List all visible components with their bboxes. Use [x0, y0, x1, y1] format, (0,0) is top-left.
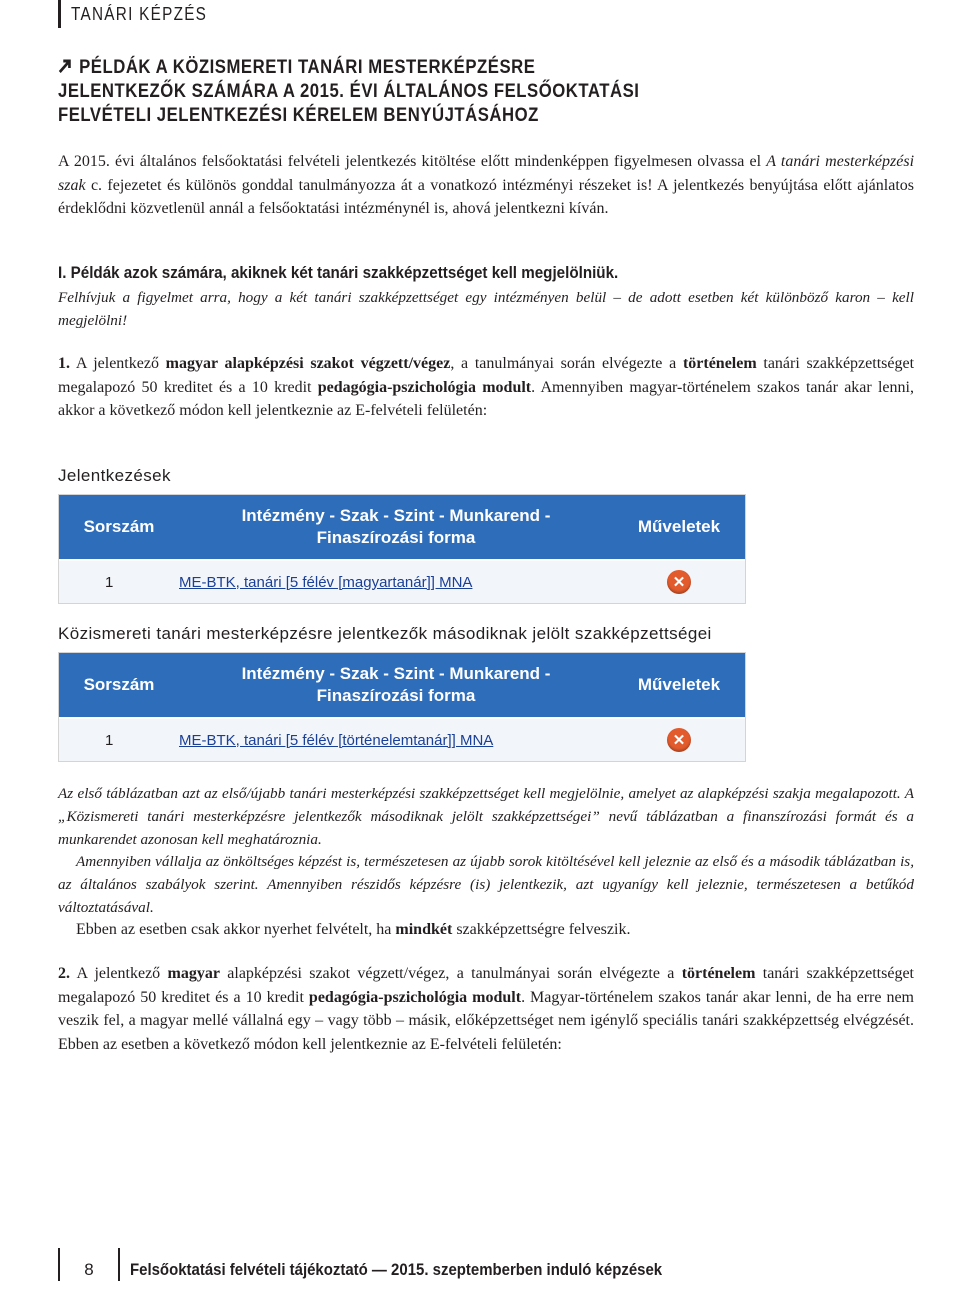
ex1-number: 1. [58, 355, 70, 372]
footer-text: Felsőoktatási felvételi tájékoztató — 2015. szeptemberben induló képzések [130, 1260, 663, 1279]
ex2-b1: magyar [167, 965, 220, 982]
ex1-b2: történelem [682, 355, 757, 372]
col-program-line1: Intézmény - Szak - Szint - Munkarend - [241, 506, 551, 525]
example-1 [58, 352, 914, 423]
ex2-number: 2. [58, 965, 70, 982]
table-row [59, 719, 745, 761]
row-actions [613, 570, 745, 594]
ex1-t3: tanári szakképzettséget megalapozó 50 kreditet és a 10 kredit [58, 355, 915, 396]
col-actions-header: Műveletek [637, 675, 721, 694]
row-program-link[interactable]: ME-BTK, tanári [5 félév [magyartanár]] MNA [179, 573, 473, 591]
table2-label: Közismereti tanári mesterképzésre jelentkezők másodiknak jelölt szakképzettségei [58, 624, 712, 643]
col-program-line2: Finaszírozási forma [316, 686, 476, 705]
col-program-line1: Intézmény - Szak - Szint - Munkarend - [241, 664, 551, 683]
table-header [59, 495, 745, 561]
page-footer [58, 1248, 938, 1281]
second-choice-table [58, 652, 746, 762]
ex2-t3: tanári szakképzettséget megalapozó 50 kreditet és a 10 kredit [58, 965, 914, 1006]
after-paragraph-2: Amennyiben vállalja az önköltséges képzést is, természetesen az újabb sorok kitöltésével kell jeleznie az első és a második táblázatban is, az általános szabályok szerint. Amennyiben részidős képzésre (is) jelentkezik, azt ugyanígy kell jeleznie, természetesen a betűkód változtatásával. [58, 853, 914, 916]
col-actions-header: Műveletek [637, 517, 721, 536]
page-title [58, 56, 815, 128]
ex2-t1: A jelentkező [70, 965, 168, 982]
page-number: 8 [58, 1248, 120, 1281]
section-header [58, 0, 231, 28]
intro-italic: A tanári mesterképzési szak [58, 153, 915, 194]
arrow-icon [58, 56, 74, 80]
part1-heading: I. Példák azok számára, akiknek két tanári szakképzettséget kell megjelölniük. [58, 264, 619, 282]
table1-label: Jelentkezések [58, 466, 171, 485]
intro-paragraph [58, 150, 914, 221]
row-number: 1 [105, 731, 114, 749]
row-program-link[interactable]: ME-BTK, tanári [5 félév [történelemtanár]] MNA [179, 731, 494, 749]
ex1-t4: . Amennyiben magyar-történelem szakos tanár akar lenni, akkor a következő módon kell jelentkeznie az E-felvételi felületén: [58, 378, 914, 419]
intro-text-a: A 2015. évi általános felsőoktatási felvételi jelentkezés kitöltése előtt mindenképpen figyelmesen olvassa el [58, 153, 762, 170]
after-paragraph-3 [58, 918, 914, 942]
col-program-header [179, 505, 613, 549]
ex2-b3: pedagógia-pszichológia modult [308, 988, 522, 1006]
ex1-b3: pedagógia-pszichológia modult [317, 378, 532, 396]
col-number-header: Sorszám [83, 517, 155, 536]
p3-a: Ebben az esetben csak akkor nyerhet felvételt, ha [76, 921, 396, 938]
col-program-header [179, 663, 613, 707]
applications-table [58, 494, 746, 604]
ex2-b2: történelem [681, 965, 756, 982]
after-paragraph-1: Az első táblázatban azt az első/újabb tanári mesterképzési szakképzettséget kell megjelölnie, amelyet az alapképzési szakja megalapozott. A „Közismereti tanári mesterképzésre jelentkezők másodiknak jelölt szakképzettségei” nevű táblázatban a finanszírozási formát és a munkarendet azonosan kell meghatároznia. [58, 785, 914, 848]
row-actions [613, 728, 745, 752]
title-line-1: PÉLDÁK A KÖZISMERETI TANÁRI MESTERKÉPZÉSRE [79, 57, 536, 78]
col-program-line2: Finaszírozási forma [316, 528, 476, 547]
title-line-3: FELVÉTELI JELENTKEZÉSI KÉRELEM BENYÚJTÁSÁHOZ [58, 105, 539, 126]
row-number: 1 [105, 573, 114, 591]
col-number-header: Sorszám [83, 675, 155, 694]
ex1-t1: A jelentkező [70, 355, 166, 372]
part1-note: Felhívjuk a figyelmet arra, hogy a két tanári szakképzettséget egy intézményen belül – de adott esetben két különböző karon – kell megjelölni! [58, 289, 914, 329]
intro-text-c: c. fejezetet és különös gonddal tanulmányozza át a vonatkozó intézményi részeket is! [85, 176, 653, 194]
ex2-t4: . Magyar-történelem szakos tanár akar lenni, de ha erre nem veszik fel, a magyar mellé vállalná egy – vagy több – másik, előképzettséget nem igénylő speciális tanári szakképzettség elvégzését. Ebben az esetben a következő módon kell jelentkeznie az E-felvételi felületén: [58, 988, 914, 1053]
intro-text-d: A jelentkezés benyújtása előtt ajánlatos érdeklődni közvetlenül annál a felsőoktatási intézménynél is, ahová jelentkezni kíván. [58, 176, 915, 217]
ex1-t2: , a tanulmányai során elvégezte a [450, 355, 683, 372]
section-header-text: TANÁRI KÉPZÉS [71, 4, 208, 24]
p3-c: szakképzettségre felveszik. [452, 921, 631, 938]
ex1-b1: magyar alapképzési szakot végzett/végez [165, 355, 451, 372]
p3-b: mindkét [395, 921, 453, 938]
table-header [59, 653, 745, 719]
title-line-2: JELENTKEZŐK SZÁMÁRA A 2015. ÉVI ÁLTALÁNOS FELSŐOKTATÁSI [58, 81, 640, 102]
table-row [59, 561, 745, 603]
delete-icon[interactable]: ✕ [667, 728, 691, 752]
delete-icon[interactable]: ✕ [667, 570, 691, 594]
ex2-t2: alapképzési szakot végzett/végez, a tanulmányai során elvégezte a [219, 965, 682, 982]
example-2 [58, 962, 914, 1056]
